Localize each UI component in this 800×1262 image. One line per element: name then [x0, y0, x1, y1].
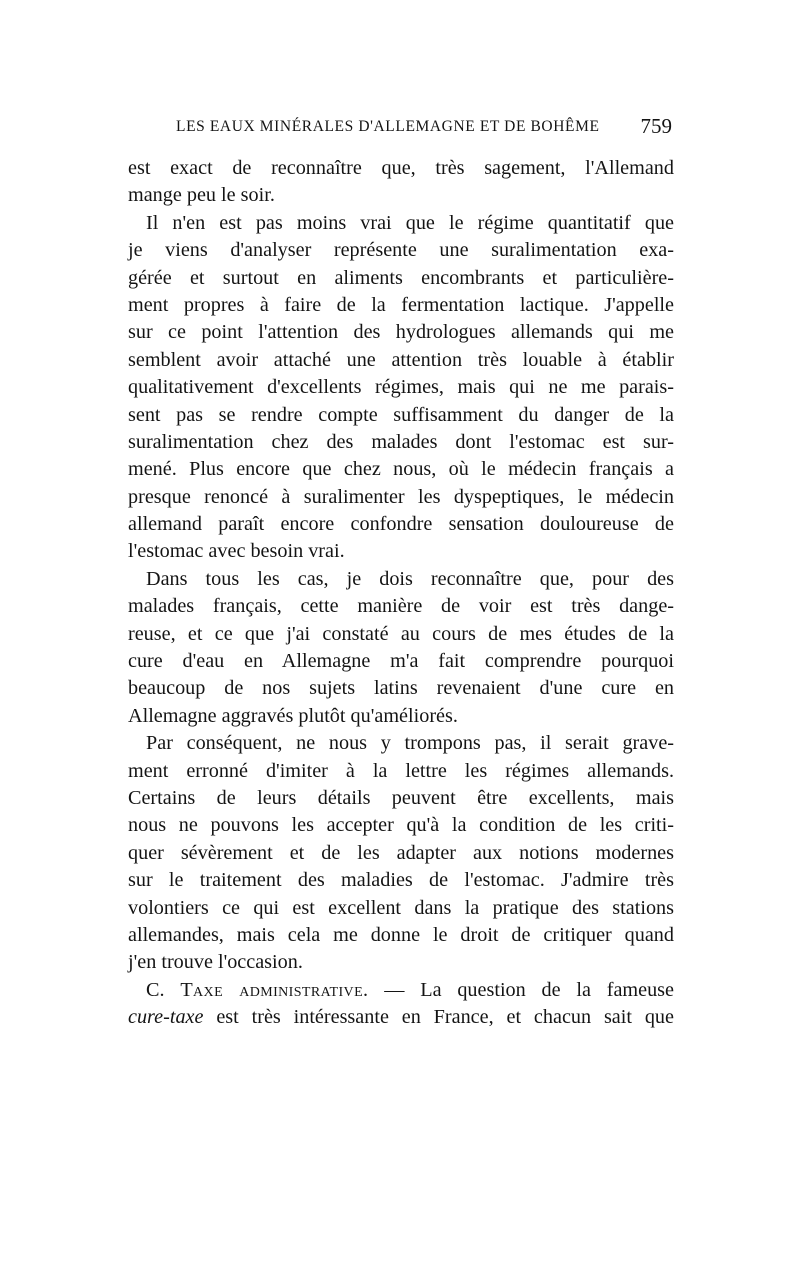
text-line: quer sévèrement et de les adapter aux notions modernes [128, 841, 674, 864]
section-label: C. [146, 978, 165, 1001]
text-line: malades français, cette manière de voir est très dange- [128, 595, 674, 618]
text-line: Il n'en est pas moins vrai que le régime quantitatif que [146, 211, 674, 234]
text-line: j'en trouve l'occasion. [128, 951, 303, 974]
text-line: semblent avoir attaché une attention très louable à établir [128, 348, 674, 371]
section-intro: — La question de la fameuse [384, 978, 674, 1001]
text-line: sur ce point l'attention des hydrologues allemands qui me [128, 321, 674, 344]
text-line: allemand paraît encore confondre sensation douloureuse de [128, 513, 674, 536]
section-title: Taxe administrative. [180, 978, 369, 1001]
running-head [128, 114, 674, 144]
text-line: ment erronné d'imiter à la lettre les régimes allemands. [128, 759, 674, 782]
text-line: Dans tous les cas, je dois reconnaître que, pour des [146, 567, 674, 590]
text-line: suralimentation chez des malades dont l'estomac est sur- [128, 430, 674, 453]
text-line: je viens d'analyser représente une suralimentation exa- [128, 239, 674, 262]
text-line: Certains de leurs détails peuvent être excellents, mais [128, 786, 674, 809]
text-line: ment propres à faire de la fermentation lactique. J'appelle [128, 293, 674, 316]
text-line: l'estomac avec besoin vrai. [128, 540, 345, 563]
final-line-text: est très intéressante en France, et chacun sait que [216, 1006, 674, 1029]
text-line: mené. Plus encore que chez nous, où le médecin français a [128, 458, 674, 481]
text-line: volontiers ce qui est excellent dans la pratique des stations [128, 896, 674, 919]
italic-term: cure-taxe [128, 1006, 204, 1029]
text-line: qualitativement d'excellents régimes, mais qui ne me parais- [128, 376, 674, 399]
section-heading-line [128, 977, 674, 1004]
text-line: allemandes, mais cela me donne le droit de critiquer quand [128, 923, 674, 946]
text-line: reuse, et ce que j'ai constaté au cours de mes études de la [128, 622, 674, 645]
body-text [128, 155, 674, 1032]
text-line: est exact de reconnaître que, très sagement, l'Allemand [128, 157, 674, 179]
text-line [128, 1004, 674, 1031]
text-line: Allemagne aggravés plutôt qu'améliorés. [128, 704, 458, 727]
text-line: Par conséquent, ne nous y trompons pas, il serait grave- [146, 732, 674, 755]
text-line: presque renoncé à suralimenter les dyspeptiques, le médecin [128, 485, 674, 508]
text-line: gérée et surtout en aliments encombrants et particulière- [128, 266, 674, 289]
text-line: nous ne pouvons les accepter qu'à la condition de les criti- [128, 814, 674, 837]
page-number: 759 [640, 114, 672, 138]
text-line: cure d'eau en Allemagne m'a fait comprendre pourquoi [128, 650, 674, 673]
running-title: LES EAUX MINÉRALES D'ALLEMAGNE ET DE BOHÊME [176, 118, 600, 135]
text-line: beaucoup de nos sujets latins revenaient d'une cure en [128, 677, 674, 700]
text-line: sur le traitement des maladies de l'estomac. J'admire très [128, 869, 674, 892]
text-line: mange peu le soir. [128, 184, 275, 207]
text-line: sent pas se rendre compte suffisamment du danger de la [128, 403, 674, 426]
